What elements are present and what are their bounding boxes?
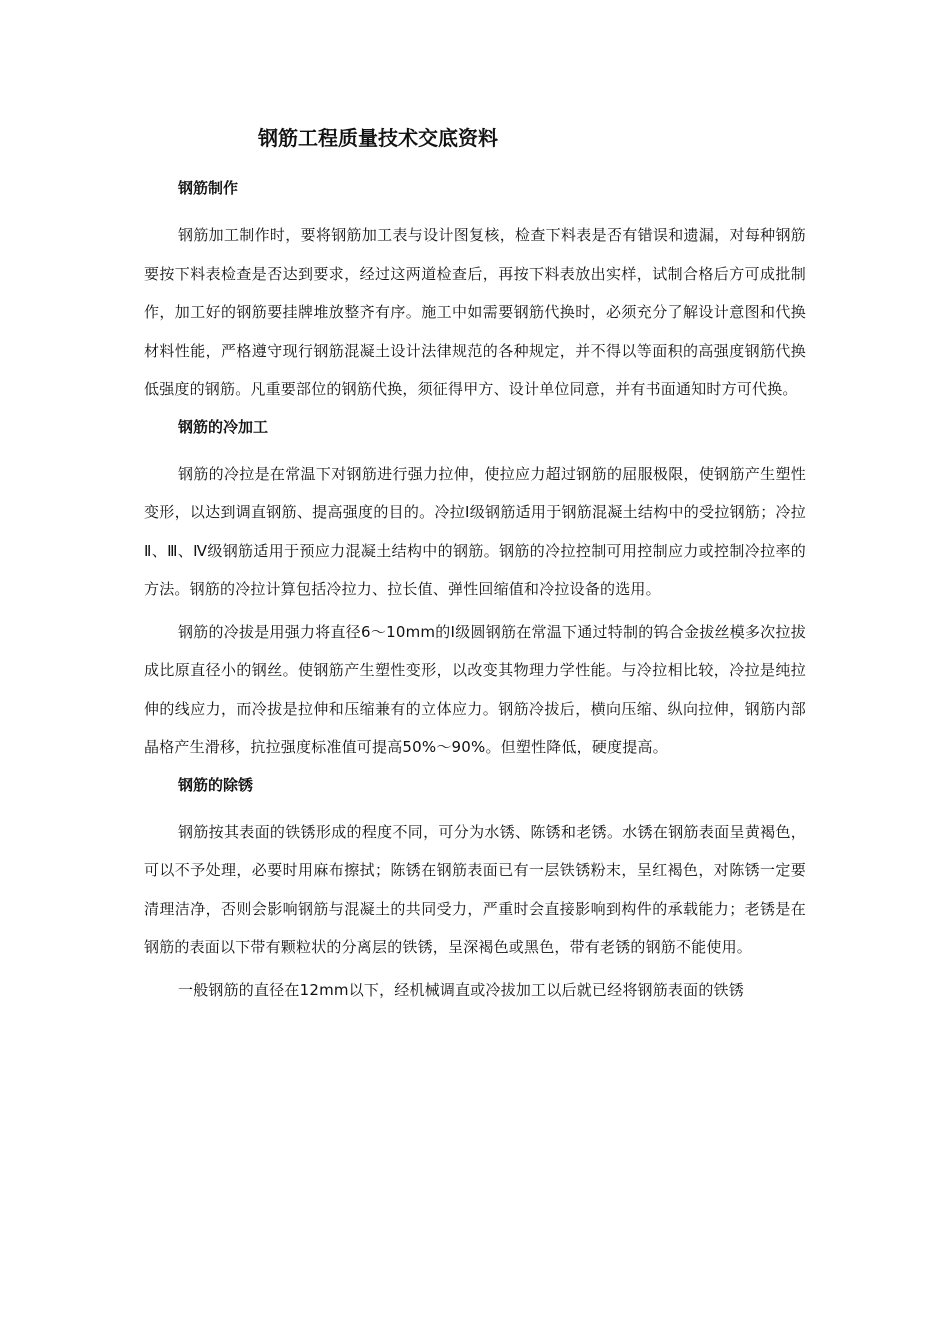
paragraph-cold-drawing-stretch: 钢筋的冷拉是在常温下对钢筋进行强力拉伸，使拉应力超过钢筋的屈服极限，使钢筋产生塑性变形，以达到调直钢筋、提高强度的目的。冷拉Ⅰ级钢筋适用于钢筋混凝土结构中的受拉钢筋；冷拉Ⅱ、Ⅲ、Ⅳ级钢筋适用于预应力混凝土结构中的钢筋。钢筋的冷拉控制可用控制应力或控制冷拉率的方法。钢筋的冷拉计算包括冷拉力、拉长值、弹性回缩值和冷拉设备的选用。 [144, 464, 806, 598]
paragraph-fabrication: 钢筋加工制作时，要将钢筋加工表与设计图复核，检查下料表是否有错误和遗漏，对每种钢筋要按下料表检查是否达到要求，经过这两道检查后，再按下料表放出实样，试制合格后方可成批制作，加工好的钢筋要挂牌堆放整齐有序。施工中如需要钢筋代换时，必须充分了解设计意图和代换材料性能，严格遵守现行钢筋混凝土设计法律规范的各种规定，并不得以等面积的高强度钢筋代换低强度的钢筋。凡重要部位的钢筋代换，须征得甲方、设计单位同意，并有书面通知时方可代换。 [144, 226, 806, 398]
paragraph-cold-drawing-wire: 钢筋的冷拔是用强力将直径6～10mm的Ⅰ级圆钢筋在常温下通过特制的钨合金拔丝模多次拉拔成比原直径小的钢丝。使钢筋产生塑性变形，以改变其物理力学性能。与冷拉相比较，冷拉是纯拉伸的线应力，而冷拔是拉伸和压缩兼有的立体应力。钢筋冷拔后，横向压缩、纵向拉伸，钢筋内部晶格产生滑移，抗拉强度标准值可提高50%～90%。但塑性降低，硬度提高。 [144, 622, 806, 756]
paragraph-rust-types: 钢筋按其表面的铁锈形成的程度不同，可分为水锈、陈锈和老锈。水锈在钢筋表面呈黄褐色，可以不予处理，必要时用麻布擦拭；陈锈在钢筋表面已有一层铁锈粉末，呈红褐色，对陈锈一定要清理洁净，否则会影响钢筋与混凝土的共同受力，严重时会直接影响到构件的承载能力；老锈是在钢筋的表面以下带有颗粒状的分离层的铁锈，呈深褐色或黑色，带有老锈的钢筋不能使用。 [144, 822, 806, 956]
document-title: 钢筋工程质量技术交底资料 [258, 126, 498, 150]
section-heading-cold-working: 钢筋的冷加工 [178, 417, 269, 436]
section-heading-rust-removal: 钢筋的除锈 [178, 775, 254, 794]
paragraph-rust-small-diameter: 一般钢筋的直径在12mm以下，经机械调直或冷拔加工以后就已经将钢筋表面的铁锈 [178, 980, 744, 999]
section-heading-fabrication: 钢筋制作 [178, 179, 239, 197]
document-body [144, 176, 806, 1013]
